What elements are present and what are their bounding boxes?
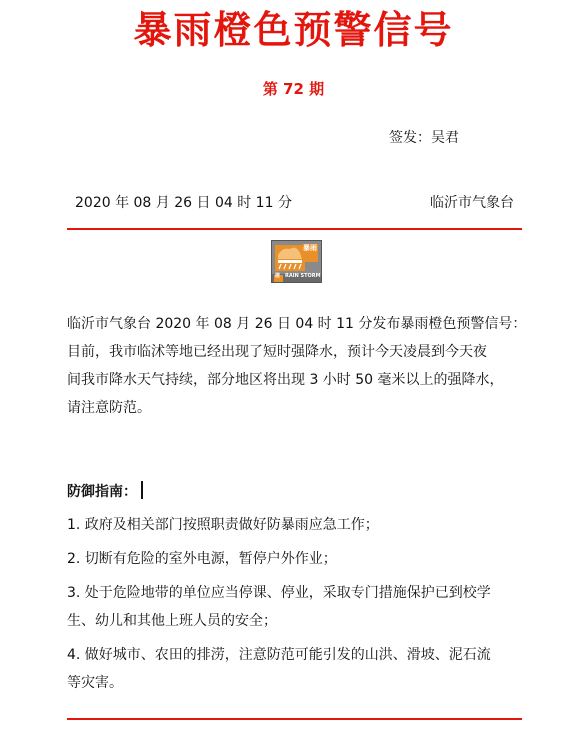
bottom-divider — [67, 718, 522, 720]
guide-item-line: 等灾害。 — [67, 675, 123, 691]
rainstorm-orange-warning-icon — [271, 240, 322, 283]
guide-list — [67, 511, 527, 703]
announcement-line: 间我市降水天气持续，部分地区将出现 3 小时 50 毫米以上的强降水， — [67, 372, 504, 388]
guide-item-line: 生、幼儿和其他上班人员的安全； — [67, 613, 277, 629]
announcement-line: 目前，我市临沭等地已经出现了短时强降水，预计今天凌晨到今天夜 — [67, 344, 487, 360]
announcement-line: 临沂市气象台 2020 年 08 月 26 日 04 时 11 分发布暴雨橙色预警信号： — [67, 316, 527, 332]
top-divider — [67, 228, 522, 230]
announcement-line: 请注意防范。 — [67, 400, 151, 416]
guide-heading[interactable] — [67, 481, 143, 503]
text-cursor — [141, 481, 143, 499]
guide-item-line: 1. 政府及相关部门按照职责做好防暴雨应急工作； — [67, 517, 379, 533]
icon-caption-left: 橙 — [275, 273, 281, 279]
guide-item-line: 3. 处于危险地带的单位应当停课、停业，采取专门措施保护已到校学 — [67, 585, 491, 601]
issuer-name: 临沂市气象台 — [430, 195, 514, 211]
guide-item — [67, 641, 527, 697]
document-title: 暴雨橙色预警信号 — [133, 8, 454, 52]
icon-badge-text: 暴雨 — [302, 244, 318, 262]
signer-line: 签发：吴君 — [389, 130, 459, 146]
guide-item-line: 4. 做好城市、农田的排涝，注意防范可能引发的山洪、滑坡、泥石流 — [67, 647, 491, 663]
guide-item-line: 2. 切断有危险的室外电源，暂停户外作业； — [67, 551, 337, 567]
issue-datetime: 2020 年 08 月 26 日 04 时 11 分 — [75, 195, 292, 211]
guide-item — [67, 511, 527, 539]
announcement-paragraph — [67, 310, 527, 422]
issue-number: 第 72 期 — [262, 80, 325, 98]
guide-item — [67, 545, 527, 573]
icon-caption-right: RAIN STORM — [285, 273, 321, 279]
guide-item — [67, 579, 527, 635]
guide-heading-label: 防御指南： — [67, 484, 137, 500]
